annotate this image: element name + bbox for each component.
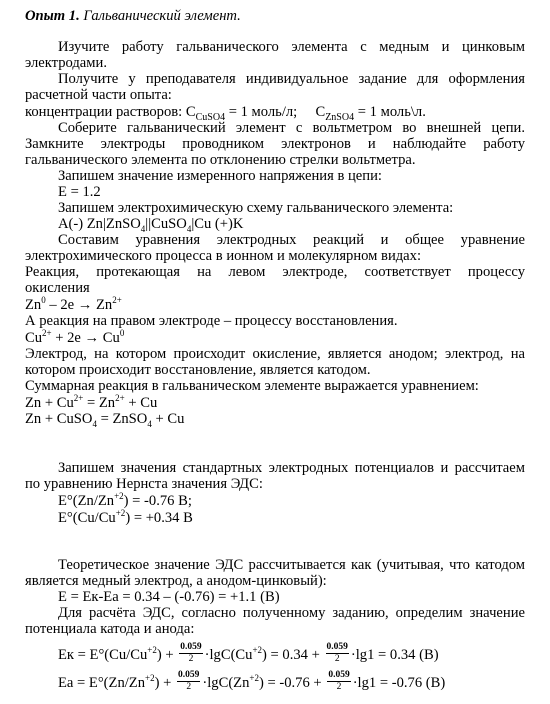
reaction-ionic: $Zn + Cu^{2+} = Zn^{2+} + Cu$ (25, 393, 158, 411)
p10-line2: по уравнению Нернста значения ЭДС: (25, 476, 263, 492)
fraction: $\frac{0.059}{2}$ (328, 670, 350, 692)
reaction-molecular: Zn + CuSO$_4$ = ZnSO$_4$ + Cu (25, 411, 185, 429)
p8-line2: котором происходит восстановление, является катодом. (25, 362, 371, 378)
fraction: $\frac{0.059}{2}$ (326, 642, 348, 664)
p11-line1: Теоретическое значение ЭДС рассчитывается как (учитывая, что катодом (58, 557, 525, 573)
potential-zinc: $E^\circ(Zn/Zn^{+2}) = -0.76$ В; (58, 491, 192, 509)
p1-line2: электродами. (25, 55, 107, 71)
p12-line1: Для расчёта ЭДС, согласно полученному заданию, определим значение (58, 605, 525, 621)
electrochemical-scheme: A(-) Zn|ZnSO$_4$||CuSO$_4$|Cu (+)K (58, 216, 244, 234)
p4-line1: Запишем значение измеренного напряжения в цепи: (58, 168, 382, 184)
concentrations-line: концентрации растворов: $C_{CuSO4} = 1$ моль/л; $C_{ZnSO4} = 1$ моль\л. (25, 104, 426, 123)
p10-line1: Запишем значения стандартных электродных потенциалов и рассчитаем (58, 460, 525, 476)
p6-line2: электрохимического процесса в ионном и молекулярном видах: (25, 248, 422, 264)
section-title: Опыт 1. Гальванический элемент. (25, 8, 241, 24)
fraction: $\frac{0.059}{2}$ (178, 670, 200, 692)
reaction-anode: $Zn^0 - 2e \to Zn^{2+}$ (25, 295, 122, 313)
p6-line4: окисления (25, 280, 90, 296)
p5-line1: Запишем электрохимическую схему гальванического элемента: (58, 200, 454, 216)
fraction: $\frac{0.059}{2}$ (180, 642, 202, 664)
p6-line3: Реакция, протекающая на левом электроде, соответствует процессу (25, 264, 525, 280)
reaction-cathode: $Cu^{2+} + 2e \to Cu^0$ (25, 328, 125, 346)
p11-line2: является медный электрод, а анодом-цинковый): (25, 573, 327, 589)
p8-line1: Электрод, на котором происходит окисление, является анодом; электрод, на (25, 346, 525, 362)
p7-line: А реакция на правом электроде – процессу восстановления. (25, 313, 398, 329)
p9-line: Суммарная реакция в гальваническом элементе выражается уравнением: (25, 378, 479, 394)
p1-line1: Изучите работу гальванического элемента с медным и цинковым (58, 39, 525, 55)
voltage-value: E = 1.2 (58, 184, 101, 200)
anode-potential-equation: $Ea = E^\circ(Zn/Zn^{+2})$ + $\frac{0.059}{2}$ $\cdot\lg C(Zn^{+2}) = -0.76$ + $\frac{0.059}{2}$ ·lg1 = -0.76 (В) (58, 670, 446, 692)
p6-line1: Составим уравнения электродных реакций и общее уравнение (58, 232, 525, 248)
p3-line3: гальванического элемента по отклонению стрелки вольтметра. (25, 152, 416, 168)
potential-copper: $E^\circ(Cu/Cu^{+2}) = +0.34$ В (58, 508, 193, 526)
p12-line2: потенциала катода и анода: (25, 621, 195, 637)
p2-line1: Получите у преподавателя индивидуальное задание для оформления (58, 71, 525, 87)
emf-theoretical: E = Eк-Ea = 0.34 – (-0.76) = +1.1 (В) (58, 589, 280, 605)
p3-line1: Соберите гальванический элемент с вольтметром во внешней цепи. (58, 120, 525, 136)
p2-line2: расчетной части опыта: (25, 87, 172, 103)
cathode-potential-equation: Eк = $E^\circ(Cu/Cu^{+2})$ + $\frac{0.059}{2}$ $\cdot\lg C(Cu^{+2}) = 0.34$ + $\frac{0.059}{2}$ ·lg1 = 0.34 (В) (58, 642, 439, 664)
p3-line2: Замкните электроды проводником электронов и наблюдайте работу (25, 136, 525, 152)
